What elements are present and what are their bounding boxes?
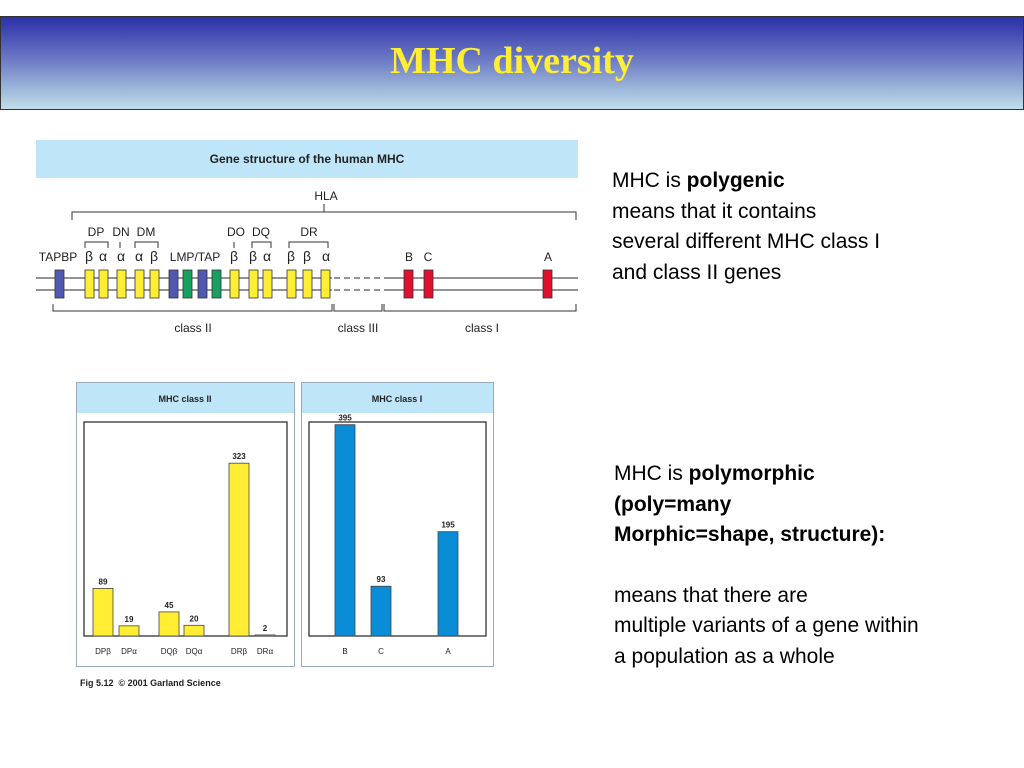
bar-value-label: 323 — [232, 452, 246, 462]
chain-label: α — [134, 248, 144, 264]
gene-a — [543, 270, 552, 298]
gene-lmp — [169, 270, 178, 298]
plot-frame — [84, 422, 287, 636]
chain-label: β — [229, 248, 239, 264]
category-label: DPβ — [95, 647, 111, 656]
polygenic-prefix: MHC is — [612, 169, 687, 192]
polygenic-text — [612, 166, 1012, 288]
chart-mhc-class-ii — [76, 382, 295, 667]
gene-label-dn: DN — [112, 225, 130, 239]
bar-DQβ — [159, 612, 179, 636]
category-label: DPα — [121, 647, 137, 656]
class-iii-bracket — [334, 304, 382, 311]
bar-DPα — [119, 626, 139, 636]
gene-tap1 — [183, 270, 192, 298]
hla-label: HLA — [314, 189, 338, 203]
category-label: DQα — [185, 647, 203, 656]
bar-A — [438, 532, 458, 636]
chain-label: β — [149, 248, 159, 264]
chart-title: MHC class I — [371, 394, 423, 404]
polymorphic-definition: Morphic=shape, structure): — [614, 523, 886, 546]
bar-value-label: 19 — [124, 614, 134, 624]
polymorphic-term: polymorphic — [688, 462, 815, 485]
polygenic-term: polygenic — [686, 169, 785, 192]
gene-label-do: DO — [227, 225, 245, 239]
chain-label: β — [84, 248, 94, 264]
polymorphic-line: a population as a whole — [614, 644, 835, 668]
gene-dr-alpha — [321, 270, 330, 298]
gene-dq-alpha — [263, 270, 272, 298]
chain-label: β — [248, 248, 258, 264]
gene-dp-alpha — [99, 270, 108, 298]
hla-bracket — [72, 204, 576, 220]
bar-value-label: 45 — [164, 600, 174, 610]
category-label: DQβ — [160, 647, 178, 656]
polygenic-line: means that it contains — [612, 199, 817, 223]
bar-value-label: 2 — [262, 623, 268, 633]
bar-DQα — [184, 625, 204, 636]
gene-dq-beta — [249, 270, 258, 298]
chart-mhc-class-i — [301, 382, 494, 667]
bar-DRβ — [229, 463, 249, 636]
polygenic-line: and class II genes — [612, 260, 782, 284]
gene-b — [404, 270, 413, 298]
class-i-bracket — [384, 304, 576, 311]
gene-label-tapbp: TAPBP — [38, 250, 78, 264]
category-label: DRβ — [230, 647, 248, 656]
region-label-class-i: class I — [464, 321, 500, 335]
gene-dm-alpha — [135, 270, 144, 298]
title-banner — [0, 16, 1024, 110]
chain-label: α — [116, 248, 126, 264]
chain-label: β — [302, 248, 312, 264]
bar-DPβ — [93, 588, 113, 636]
polymorphic-definition: (poly=many — [614, 492, 732, 516]
bar-value-label: 20 — [189, 614, 199, 624]
class-ii-bracket — [53, 304, 332, 311]
slide-title: MHC diversity — [390, 40, 634, 82]
gene-dm-beta — [150, 270, 159, 298]
gene-label-dm: DM — [136, 225, 156, 239]
gene-label-b: B — [404, 250, 414, 264]
polymorphic-text — [614, 459, 1019, 672]
bar-DRα — [255, 635, 275, 636]
gene-lmp2 — [198, 270, 207, 298]
gene-label-a: A — [543, 250, 553, 264]
region-label-class-ii: class II — [174, 321, 212, 335]
category-label: A — [445, 647, 451, 656]
bar-value-label: 89 — [98, 577, 108, 587]
gene-label-dp: DP — [87, 225, 105, 239]
gene-label-c: C — [423, 250, 433, 264]
gene-map-header: Gene structure of the human MHC — [209, 152, 405, 166]
category-label: B — [342, 647, 348, 656]
bar-value-label: 395 — [338, 413, 352, 423]
polymorphic-prefix: MHC is — [614, 462, 689, 485]
gene-structure-diagram — [36, 140, 578, 340]
category-label: C — [378, 647, 384, 656]
gene-label-dq: DQ — [252, 225, 270, 239]
chart-title: MHC class II — [158, 394, 212, 404]
polygenic-line: several different MHC class I — [612, 230, 881, 253]
gene-c — [424, 270, 433, 298]
category-label: DRα — [256, 647, 274, 656]
gene-tapbp — [55, 270, 64, 298]
bar-value-label: 195 — [441, 520, 455, 530]
polymorphic-line: means that there are — [614, 583, 808, 607]
bar-C — [371, 586, 391, 636]
chain-label: α — [262, 248, 272, 264]
gene-dr-beta1 — [287, 270, 296, 298]
bar-B — [335, 425, 355, 636]
gene-do-beta — [230, 270, 239, 298]
gene-label-dr: DR — [300, 225, 318, 239]
gene-dn-alpha — [117, 270, 126, 298]
bar-value-label: 93 — [376, 575, 386, 585]
polymorphic-line: multiple variants of a gene within — [614, 614, 919, 637]
region-label-class-iii: class III — [337, 321, 379, 335]
figure-credit: Fig 5.12 © 2001 Garland Science — [80, 678, 221, 688]
chain-label: α — [321, 248, 331, 264]
chain-label: β — [286, 248, 296, 264]
chain-label: α — [98, 248, 108, 264]
gene-tap2 — [212, 270, 221, 298]
gene-dr-beta2 — [303, 270, 312, 298]
gene-dp-beta — [85, 270, 94, 298]
gene-label-lmp-tap: LMP/TAP — [169, 250, 221, 264]
